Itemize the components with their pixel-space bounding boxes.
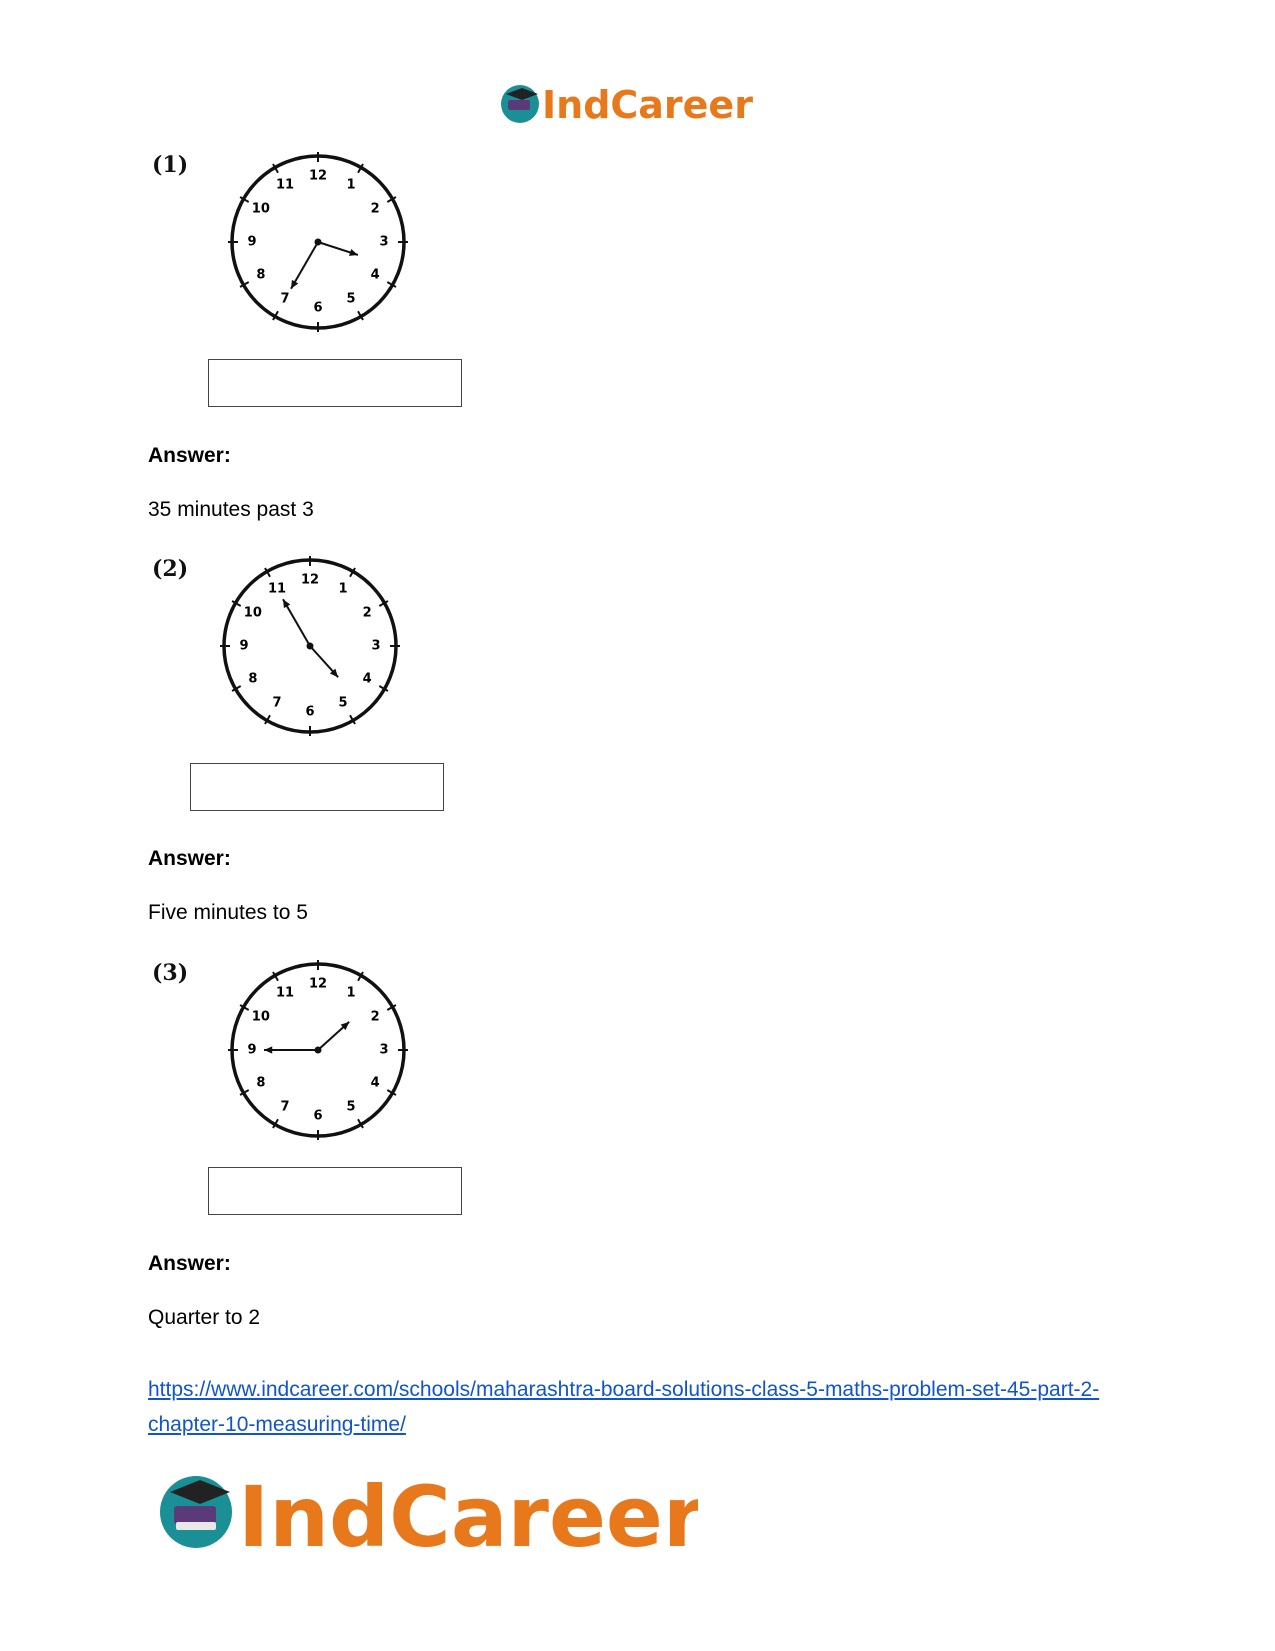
answer-box-1 xyxy=(208,359,462,407)
clock-numeral: 6 xyxy=(313,300,323,316)
clock-numeral: 12 xyxy=(308,976,328,992)
clock-numeral: 10 xyxy=(251,1009,270,1025)
logo-wordmark: IndCareer xyxy=(542,83,753,127)
clock-numeral: 8 xyxy=(256,1075,266,1091)
answer-2-text: Five minutes to 5 xyxy=(148,901,308,924)
clock-numeral: 7 xyxy=(280,291,290,307)
clock-3 xyxy=(228,960,408,1145)
clock-numeral: 12 xyxy=(300,572,320,588)
question-3-label: (3) xyxy=(152,960,189,986)
clock-numeral: 9 xyxy=(247,1042,257,1058)
question-1-label: (1) xyxy=(152,152,189,178)
clock-numeral: 9 xyxy=(247,234,257,250)
answer-1-label: Answer: xyxy=(148,444,231,467)
clock-numeral: 8 xyxy=(248,671,258,687)
clock-numeral: 3 xyxy=(379,1042,389,1058)
clock-numeral: 7 xyxy=(280,1099,290,1115)
answer-3-label: Answer: xyxy=(148,1252,231,1275)
source-link[interactable]: https://www.indcareer.com/schools/maharashtra-board-solutions-class-5-maths-problem-set-45-part-2-chapter-10-measuring-time/ xyxy=(148,1378,1100,1436)
clock-numeral: 2 xyxy=(362,605,372,621)
answer-box-3 xyxy=(208,1167,462,1215)
clock-numeral: 11 xyxy=(275,985,295,1001)
clock-numeral: 6 xyxy=(313,1108,323,1124)
clock-numeral: 6 xyxy=(305,704,315,720)
clock-numeral: 7 xyxy=(272,695,282,711)
clock-numeral: 10 xyxy=(251,201,270,217)
logo-bottom xyxy=(158,1462,698,1562)
clock-numeral: 5 xyxy=(338,695,348,711)
question-2-label: (2) xyxy=(152,556,189,582)
clock-1 xyxy=(228,152,408,337)
clock-numeral: 4 xyxy=(370,267,380,283)
clock-numeral: 1 xyxy=(346,985,356,1001)
clock-center xyxy=(307,643,314,650)
clock-numeral: 11 xyxy=(267,581,287,597)
clock-numeral: 11 xyxy=(275,177,295,193)
answer-box-2 xyxy=(190,763,444,811)
logo-wordmark: IndCareer xyxy=(238,1468,698,1562)
clock-numeral: 9 xyxy=(239,638,249,654)
answer-1-text: 35 minutes past 3 xyxy=(148,498,314,521)
logo-top xyxy=(498,78,768,130)
clock-numeral: 2 xyxy=(370,201,380,217)
clock-numeral: 4 xyxy=(370,1075,380,1091)
clock-center xyxy=(315,1047,322,1054)
answer-3-text: Quarter to 2 xyxy=(148,1306,261,1329)
answer-2-label: Answer: xyxy=(148,847,231,870)
clock-numeral: 2 xyxy=(370,1009,380,1025)
clock-numeral: 5 xyxy=(346,291,356,307)
clock-numeral: 8 xyxy=(256,267,266,283)
clock-numeral: 3 xyxy=(371,638,381,654)
clock-2 xyxy=(220,556,400,741)
clock-numeral: 12 xyxy=(308,168,328,184)
clock-numeral: 4 xyxy=(362,671,372,687)
clock-numeral: 1 xyxy=(346,177,356,193)
clock-numeral: 10 xyxy=(243,605,262,621)
clock-numeral: 3 xyxy=(379,234,389,250)
clock-center xyxy=(315,239,322,246)
clock-numeral: 5 xyxy=(346,1099,356,1115)
clock-numeral: 1 xyxy=(338,581,348,597)
